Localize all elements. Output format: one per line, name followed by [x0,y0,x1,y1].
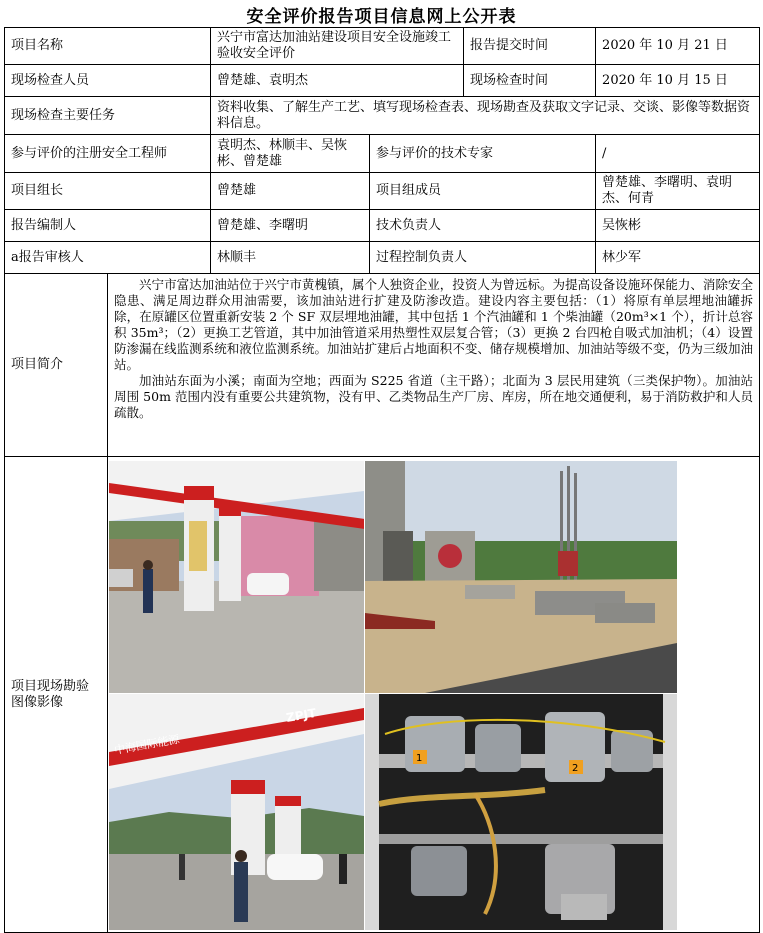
engineers-label: 参与评价的注册安全工程师 [5,135,211,173]
photo-canopy [109,694,364,930]
inspect-time-label: 现场检查时间 [464,65,596,97]
page-title: 安全评价报告项目信息网上公开表 [246,7,517,27]
intro-paragraph-2: 加油站东面为小溪；南面为空地；西面为 S225 省道（主干路）；北面为 3 层民用建筑（三类保护物）。加油站周围 50m 范围内没有重要公共建筑物，没有甲、乙类物品生产厂房、库房，所在地交通便利，易于消防救护和人员疏散。 [114,373,754,420]
photo-tank-area [365,461,677,693]
experts-value: / [596,135,760,173]
inspect-time-value: 2020 年 10 月 15 日 [596,65,760,97]
photo-forecourt [109,461,364,693]
members-label: 项目组成员 [370,173,596,210]
info-table [4,27,760,933]
process-lead-value: 林少军 [596,242,760,274]
intro-content [108,274,760,457]
members-value: 曾楚雄、李曙明、袁明杰、何青 [596,173,760,210]
pump-tag-2: 2 [572,763,579,774]
photo-dispenser-internals [365,694,677,930]
submit-time-value: 2020 年 10 月 21 日 [596,28,760,65]
project-name-label: 项目名称 [5,28,211,65]
inspectors-label: 现场检查人员 [5,65,211,97]
pump-tag-1: 1 [416,753,423,764]
intro-paragraph-1: 兴宁市富达加油站位于兴宁市黄槐镇，属个人独资企业，投资人为曾远标。为提高设备设施环保能力、消除安全隐患、满足周边群众用油需要，该加油站进行扩建及防渗改造。建设内容主要包括：（1）将原有单层埋地油罐拆除，在原罐区位置重新安装 2 个 SF 双层埋地油罐，其中包括 1 个汽油罐和 1 个柴油罐（20m³×1 个），折计总容积 35m³；（2）更换工艺管道，其中加油管道采用热塑性双层复合管；（3）更换 2 台四枪自吸式加油机；（4）设置防渗漏在线监测系统和液位监测系统。加油站扩建后占地面积不变、储存规模增加、加油站等级不变，仍为三级加油站。 [114,277,754,372]
tech-lead-label: 技术负责人 [370,210,596,242]
tech-lead-value: 吴恢彬 [596,210,760,242]
editor-value: 曾楚雄、李曙明 [211,210,370,242]
canopy-brand-text: 中海国际能源 [113,732,181,757]
engineers-value: 袁明杰、林顺丰、吴恢彬、曾楚雄 [211,135,370,173]
leader-label: 项目组长 [5,173,211,210]
submit-time-label: 报告提交时间 [464,28,596,65]
reviewer-label: a报告审核人 [5,242,211,274]
reviewer-value: 林顺丰 [211,242,370,274]
leader-value: 曾楚雄 [211,173,370,210]
project-name-value: 兴宁市富达加油站建设项目安全设施竣工验收安全评价 [211,28,464,65]
intro-label: 项目简介 [5,274,108,457]
experts-label: 参与评价的技术专家 [370,135,596,173]
inspectors-value: 曾楚雄、袁明杰 [211,65,464,97]
task-value: 资料收集、了解生产工艺、填写现场检查表、现场勘查及获取文字记录、交谈、影像等数据资料信息。 [211,97,760,135]
photos-label: 项目现场勘验图像影像 [5,457,108,933]
process-lead-label: 过程控制负责人 [370,242,596,274]
task-label: 现场检查主要任务 [5,97,211,135]
editor-label: 报告编制人 [5,210,211,242]
photos-cell [108,457,760,933]
canopy-code-text: ZPJT [285,705,318,725]
